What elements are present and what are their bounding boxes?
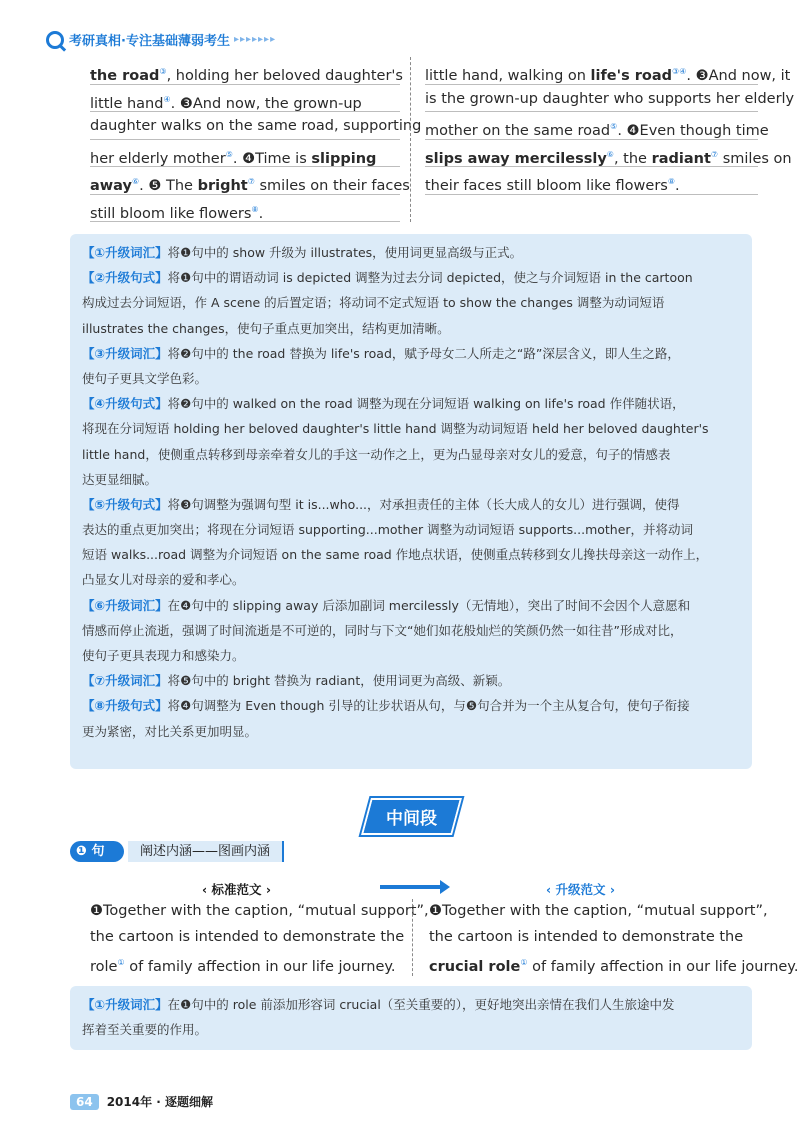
- text-segment: .: [258, 205, 264, 222]
- text-segment: 将❺句中的 bright 替换为 radiant，使用词更为高级、新颖。: [167, 673, 511, 689]
- text-segment: 情感而停止流逝，强调了时间流逝是不可逆的，同时与下文“她们如花般灿烂的笑颜仍然一如往昔”形成对比，: [82, 622, 683, 638]
- highlighted-phrase: radiant: [651, 150, 711, 167]
- text-segment: ❶Together with the caption, “mutual support”,: [90, 903, 429, 919]
- text-segment: smiles on: [718, 150, 792, 167]
- text-segment: mother on the same road: [425, 122, 611, 139]
- text-segment: 表达的重点更加突出；将现在分词短语 supporting...mother 调整为动词短语 supports...mother，并将动词: [82, 522, 694, 538]
- text-segment: little hand, walking on: [425, 67, 591, 84]
- header-brand: [46, 30, 276, 49]
- text-line: [90, 950, 404, 976]
- note-line: [82, 240, 740, 265]
- text-segment: . ❹Even though time: [617, 122, 769, 139]
- text-segment: . ❺ The: [139, 177, 198, 194]
- note-line: [82, 442, 740, 467]
- text-segment: 达更显细腻。: [82, 471, 158, 487]
- text-segment: the cartoon is intended to demonstrate the: [429, 928, 744, 945]
- text-segment: little hand: [90, 95, 164, 112]
- highlighted-phrase: slips away mercilessly: [425, 150, 607, 167]
- section-heading: [368, 800, 455, 833]
- text-segment: her elderly mother: [90, 150, 226, 167]
- text-line: [90, 140, 400, 168]
- footnote-marker: ⑤: [610, 122, 618, 131]
- highlighted-phrase: away: [90, 177, 132, 194]
- note-line: [82, 593, 740, 618]
- text-segment: still bloom like flowers: [90, 205, 252, 222]
- text-segment: , holding her beloved daughter's: [166, 67, 403, 84]
- text-line: [90, 925, 404, 951]
- note-line: [82, 643, 740, 668]
- text-segment: . ❹Time is: [232, 150, 312, 167]
- text-segment: 使句子更具表现力和感染力。: [82, 648, 245, 663]
- text-line: [429, 925, 758, 951]
- text-line: [90, 57, 403, 85]
- footnote-marker: ⑤: [225, 149, 233, 159]
- text-segment: 将❹句调整为 Even though 引导的让步状语从句，与❺句合并为一个主从复合句，使句子衔接: [167, 698, 690, 714]
- footer-text: 2014年 · 逐题细解: [106, 1095, 214, 1109]
- text-line: [425, 57, 791, 85]
- sentence-bar: [70, 841, 310, 862]
- note-line: [82, 290, 740, 315]
- footnote-marker: ⑧: [667, 177, 676, 186]
- text-segment: is the grown-up daughter who supports her elderly: [425, 90, 795, 107]
- highlighted-phrase: the road: [90, 67, 160, 84]
- brand-text: 考研真相·专注基础薄弱考生: [69, 34, 230, 49]
- footnote-marker: ⑦: [247, 177, 255, 186]
- text-segment: 更为紧密，对比关系更加明显。: [82, 723, 258, 739]
- note-line: [82, 567, 740, 592]
- text-segment: 在❶句中的 role 前添加形容词 crucial（至关重要的），更好地突出亲情在我们人生旅途中发: [167, 997, 675, 1012]
- text-line: [90, 899, 429, 925]
- text-line: [90, 167, 410, 195]
- upgrade-notes-box-2: [70, 986, 752, 1050]
- upgraded-essay-column: [410, 57, 795, 222]
- text-segment: 将❷句中的 walked on the road 调整为现在分词短语 walking on life's road 作伴随状语，: [167, 396, 685, 412]
- note-line: [82, 265, 740, 290]
- text-line: [425, 112, 769, 140]
- note-line: [82, 492, 740, 517]
- text-segment: 在❹句中的 slipping away 后添加副词 mercilessly（无情地），突出了时间不会因个人意愿和: [167, 597, 691, 613]
- text-segment: 凸显女儿对母亲的爱和孝心。: [82, 572, 245, 588]
- footnote-marker: ③: [159, 67, 167, 76]
- note-line: [82, 316, 740, 341]
- note-line: [82, 366, 740, 391]
- text-line: [90, 85, 400, 113]
- note-line: [82, 693, 740, 718]
- note-line: [82, 668, 740, 693]
- text-line: [425, 167, 758, 195]
- text-segment: . ❸And now, the grown-up: [170, 95, 362, 112]
- text-segment: 将❷句中的 the road 替换为 life's road，赋予母女二人所走之“路”深层含义，即人生之路，: [167, 345, 680, 361]
- footnote-marker: ④: [163, 94, 171, 104]
- note-line: [82, 467, 740, 492]
- text-line: [425, 85, 795, 113]
- arrow-decoration: ▸▸▸▸▸▸▸: [233, 34, 277, 45]
- page-number: 64: [70, 1094, 99, 1110]
- sentence-topic: 阐述内涵——图画内涵: [128, 841, 284, 862]
- footnote-marker: ①: [117, 958, 125, 967]
- essay-comparison-top: [90, 57, 795, 222]
- text-segment: .: [675, 177, 680, 194]
- text-segment: 将❸句调整为强调句型 it is...who...，对承担责任的主体（长大成人的女儿）进行强调，使得: [167, 496, 680, 512]
- note-tag: 【⑤升级句式】: [82, 496, 168, 512]
- text-segment: 将❶句中的 show 升级为 illustrates，使用词更显高级与正式。: [167, 245, 523, 260]
- note-line: [82, 719, 740, 744]
- highlighted-phrase: crucial role: [429, 958, 521, 975]
- text-line: [429, 950, 799, 976]
- note-line: [82, 992, 740, 1017]
- note-tag: 【②升级句式】: [82, 270, 168, 286]
- note-line: [82, 341, 740, 366]
- text-line: [425, 140, 792, 168]
- text-segment: role: [90, 958, 118, 975]
- footnote-marker: ③④: [672, 67, 687, 76]
- note-tag: 【⑧升级句式】: [82, 698, 168, 714]
- note-line: [82, 391, 740, 416]
- text-segment: 将现在分词短语 holding her beloved daughter's little hand 调整为动词短语 held her beloved daughter's: [82, 421, 709, 437]
- note-line: [82, 618, 740, 643]
- model-comparison: [90, 899, 799, 976]
- note-line: [82, 517, 740, 542]
- page-footer: [70, 1093, 213, 1110]
- standard-model-column: [90, 899, 429, 976]
- footnote-marker: ⑦: [710, 149, 719, 159]
- text-line: [429, 899, 768, 925]
- sentence-number-badge: ❶ 句: [70, 841, 124, 862]
- text-line: [90, 195, 400, 223]
- highlighted-phrase: bright: [197, 177, 248, 194]
- note-tag: 【⑥升级词汇】: [82, 597, 168, 613]
- highlighted-phrase: life's road: [590, 67, 673, 84]
- text-segment: ❶Together with the caption, “mutual support”,: [429, 903, 768, 919]
- standard-model-heading: ‹ 标准范文 ›: [202, 882, 272, 897]
- note-tag: 【③升级词汇】: [82, 345, 168, 361]
- text-segment: daughter walks on the same road, supporting: [90, 118, 422, 134]
- upgraded-model-heading: ‹ 升级范文 ›: [546, 882, 616, 897]
- text-line: [90, 112, 422, 140]
- text-segment: 短语 walks...road 调整为介词短语 on the same road 作地点状语，使侧重点转移到女儿搀扶母亲这一动作上，: [82, 547, 709, 563]
- text-segment: 使句子更具文学色彩。: [82, 370, 208, 386]
- footnote-marker: ①: [520, 958, 528, 967]
- footnote-marker: ⑥: [131, 177, 140, 186]
- text-segment: 将❶句中的谓语动词 is depicted 调整为过去分词 depicted，使之与介词短语 in the cartoon: [167, 270, 693, 286]
- text-segment: of family affection in our life journey.: [124, 958, 396, 975]
- text-segment: little hand，使侧重点转移到母亲牵着女儿的手这一动作之上，更为凸显母亲对女儿的爱意，句子的情感表: [82, 446, 671, 462]
- footnote-marker: ⑥: [606, 149, 614, 159]
- highlighted-phrase: slipping: [311, 150, 377, 167]
- standard-essay-column: [90, 57, 422, 222]
- note-line: [82, 416, 740, 441]
- text-segment: illustrates the changes，使句子重点更加突出，结构更加清晰。: [82, 320, 450, 336]
- search-logo-icon: [46, 31, 64, 49]
- note-line: [82, 1017, 740, 1042]
- text-segment: 挥着至关重要的作用。: [82, 1022, 208, 1038]
- upgraded-model-column: [412, 899, 799, 976]
- text-segment: , the: [613, 150, 652, 167]
- upgrade-notes-box: [70, 234, 752, 769]
- text-segment: of family affection in our life journey.: [527, 958, 799, 975]
- note-tag: 【①升级词汇】: [82, 997, 168, 1012]
- text-segment: smiles on their faces: [254, 177, 410, 194]
- text-segment: their faces still bloom like flowers: [425, 177, 668, 194]
- note-tag: 【①升级词汇】: [82, 245, 168, 260]
- section-title: 中间段: [386, 809, 437, 829]
- note-line: [82, 542, 740, 567]
- text-segment: the cartoon is intended to demonstrate the: [90, 928, 405, 945]
- text-segment: . ❸And now, it: [686, 67, 791, 84]
- text-segment: 构成过去分词短语，作 A scene 的后置定语；将动词不定式短语 to show the changes 调整为动词短语: [82, 295, 665, 311]
- right-arrow-icon: [380, 885, 442, 889]
- note-tag: 【④升级句式】: [82, 396, 168, 412]
- footnote-marker: ⑧: [251, 204, 259, 214]
- note-tag: 【⑦升级词汇】: [82, 673, 168, 689]
